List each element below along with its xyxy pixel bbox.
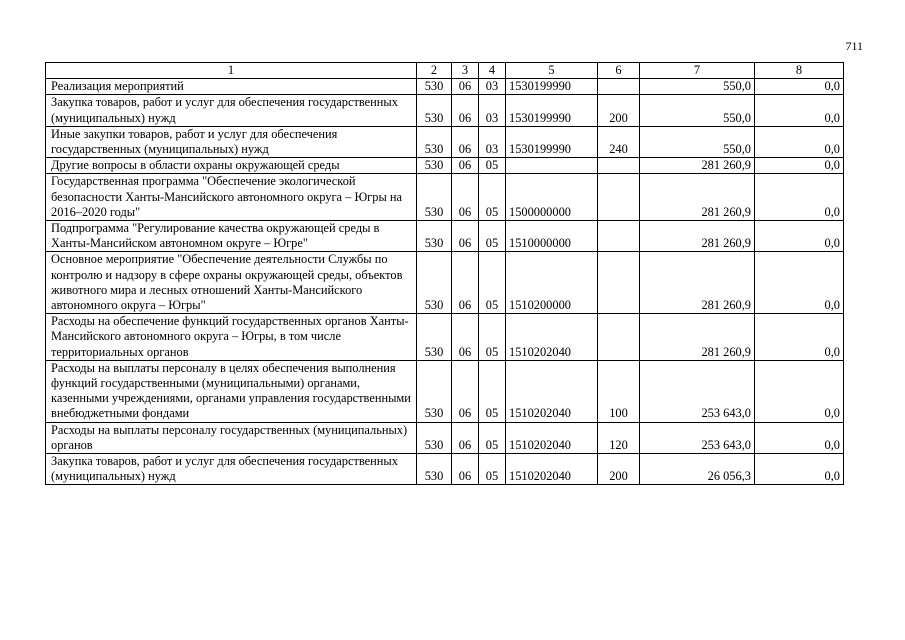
- cell-section: 06: [452, 95, 479, 126]
- cell-amount: 281 260,9: [640, 158, 755, 174]
- cell-subsection: 05: [479, 314, 506, 361]
- cell-subsection: 03: [479, 95, 506, 126]
- cell-admin-code: 530: [417, 314, 452, 361]
- cell-admin-code: 530: [417, 126, 452, 157]
- cell-section: 06: [452, 314, 479, 361]
- cell-amount-subvention: 0,0: [755, 79, 844, 95]
- column-header-1: 1: [46, 63, 417, 79]
- cell-subsection: 05: [479, 174, 506, 221]
- cell-admin-code: 530: [417, 360, 452, 422]
- cell-amount-subvention: 0,0: [755, 126, 844, 157]
- cell-target-article: 1510000000: [506, 221, 598, 252]
- cell-admin-code: 530: [417, 454, 452, 485]
- cell-target-article: 1500000000: [506, 174, 598, 221]
- cell-expense-type: 200: [598, 454, 640, 485]
- table-row: [46, 79, 844, 95]
- cell-name: Расходы на выплаты персоналу государственных (муниципальных) органов: [46, 422, 417, 453]
- cell-expense-type: [598, 158, 640, 174]
- cell-name: Основное мероприятие "Обеспечение деятельности Службы по контролю и надзору в сфере охраны окружающей среды, объектов животного мира и лесных отношений Ханты-Мансийского автономного округа – Югры": [46, 252, 417, 314]
- cell-subsection: 05: [479, 252, 506, 314]
- cell-section: 06: [452, 79, 479, 95]
- cell-admin-code: 530: [417, 252, 452, 314]
- page-number: 711: [845, 39, 863, 53]
- table-row: [46, 360, 844, 422]
- cell-target-article: 1510202040: [506, 360, 598, 422]
- cell-section: 06: [452, 174, 479, 221]
- cell-target-article: 1510202040: [506, 314, 598, 361]
- table-row: [46, 95, 844, 126]
- cell-section: 06: [452, 252, 479, 314]
- cell-target-article: [506, 158, 598, 174]
- cell-admin-code: 530: [417, 158, 452, 174]
- table-row: [46, 422, 844, 453]
- cell-amount: 550,0: [640, 95, 755, 126]
- cell-amount: 281 260,9: [640, 314, 755, 361]
- cell-target-article: 1510202040: [506, 422, 598, 453]
- header-row: [46, 63, 844, 79]
- budget-table: [45, 62, 844, 485]
- cell-amount-subvention: 0,0: [755, 252, 844, 314]
- cell-amount: 281 260,9: [640, 252, 755, 314]
- cell-name: Закупка товаров, работ и услуг для обеспечения государственных (муниципальных) нужд: [46, 454, 417, 485]
- column-header-8: 8: [755, 63, 844, 79]
- cell-target-article: 1510200000: [506, 252, 598, 314]
- cell-subsection: 05: [479, 158, 506, 174]
- cell-admin-code: 530: [417, 95, 452, 126]
- column-header-4: 4: [479, 63, 506, 79]
- cell-admin-code: 530: [417, 221, 452, 252]
- table-row: [46, 314, 844, 361]
- table-row: [46, 158, 844, 174]
- cell-amount: 550,0: [640, 126, 755, 157]
- cell-amount-subvention: 0,0: [755, 158, 844, 174]
- cell-name: Закупка товаров, работ и услуг для обеспечения государственных (муниципальных) нужд: [46, 95, 417, 126]
- cell-target-article: 1530199990: [506, 95, 598, 126]
- cell-expense-type: 100: [598, 360, 640, 422]
- cell-name: Государственная программа "Обеспечение экологической безопасности Ханты-Мансийского автономного округа – Югры на 2016–2020 годы": [46, 174, 417, 221]
- table-row: [46, 454, 844, 485]
- cell-amount: 281 260,9: [640, 221, 755, 252]
- cell-amount-subvention: 0,0: [755, 95, 844, 126]
- cell-expense-type: 120: [598, 422, 640, 453]
- cell-target-article: 1510202040: [506, 454, 598, 485]
- cell-amount-subvention: 0,0: [755, 360, 844, 422]
- cell-subsection: 05: [479, 360, 506, 422]
- cell-amount: 550,0: [640, 79, 755, 95]
- cell-target-article: 1530199990: [506, 126, 598, 157]
- cell-section: 06: [452, 422, 479, 453]
- cell-subsection: 03: [479, 79, 506, 95]
- cell-name: Расходы на выплаты персоналу в целях обеспечения выполнения функций государственными (муниципальными) органами, казенными учреждениями, органами управления государственными внебюджетными фондами: [46, 360, 417, 422]
- column-header-3: 3: [452, 63, 479, 79]
- cell-admin-code: 530: [417, 422, 452, 453]
- cell-section: 06: [452, 454, 479, 485]
- cell-amount-subvention: 0,0: [755, 174, 844, 221]
- cell-expense-type: [598, 221, 640, 252]
- cell-section: 06: [452, 158, 479, 174]
- cell-amount-subvention: 0,0: [755, 422, 844, 453]
- table-row: [46, 221, 844, 252]
- cell-name: Реализация мероприятий: [46, 79, 417, 95]
- cell-expense-type: [598, 174, 640, 221]
- cell-expense-type: 240: [598, 126, 640, 157]
- cell-admin-code: 530: [417, 79, 452, 95]
- table-body: [46, 79, 844, 485]
- cell-subsection: 05: [479, 221, 506, 252]
- cell-amount: 253 643,0: [640, 360, 755, 422]
- cell-admin-code: 530: [417, 174, 452, 221]
- cell-name: Расходы на обеспечение функций государственных органов Ханты-Мансийского автономного округа – Югры, в том числе территориальных органов: [46, 314, 417, 361]
- column-header-6: 6: [598, 63, 640, 79]
- cell-expense-type: [598, 252, 640, 314]
- cell-subsection: 03: [479, 126, 506, 157]
- cell-subsection: 05: [479, 422, 506, 453]
- cell-amount-subvention: 0,0: [755, 454, 844, 485]
- table-row: [46, 174, 844, 221]
- cell-section: 06: [452, 360, 479, 422]
- column-header-5: 5: [506, 63, 598, 79]
- cell-subsection: 05: [479, 454, 506, 485]
- cell-amount-subvention: 0,0: [755, 314, 844, 361]
- cell-name: Другие вопросы в области охраны окружающей среды: [46, 158, 417, 174]
- cell-name: Иные закупки товаров, работ и услуг для обеспечения государственных (муниципальных) нужд: [46, 126, 417, 157]
- cell-amount: 26 056,3: [640, 454, 755, 485]
- cell-expense-type: 200: [598, 95, 640, 126]
- table-row: [46, 126, 844, 157]
- table-row: [46, 252, 844, 314]
- cell-section: 06: [452, 126, 479, 157]
- column-header-2: 2: [417, 63, 452, 79]
- column-header-7: 7: [640, 63, 755, 79]
- cell-expense-type: [598, 79, 640, 95]
- cell-target-article: 1530199990: [506, 79, 598, 95]
- cell-amount: 281 260,9: [640, 174, 755, 221]
- cell-expense-type: [598, 314, 640, 361]
- cell-amount-subvention: 0,0: [755, 221, 844, 252]
- cell-amount: 253 643,0: [640, 422, 755, 453]
- cell-section: 06: [452, 221, 479, 252]
- cell-name: Подпрограмма "Регулирование качества окружающей среды в Ханты-Мансийском автономном округе – Югре": [46, 221, 417, 252]
